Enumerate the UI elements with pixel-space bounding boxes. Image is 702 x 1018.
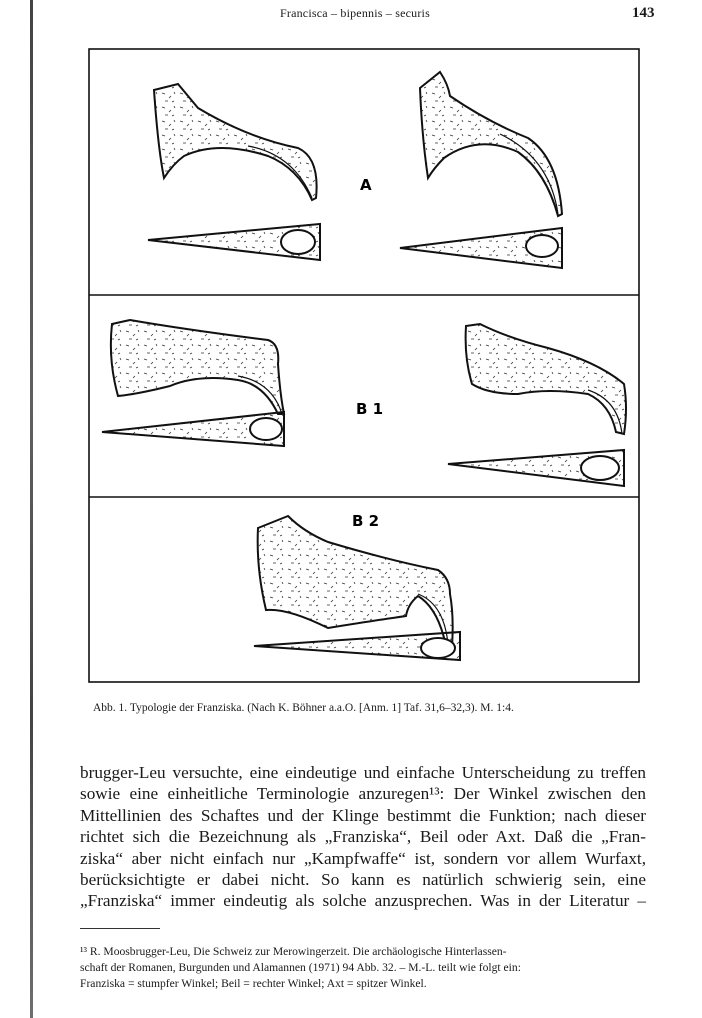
footnote-line: schaft der Romanen, Burgunden und Alamannen (1971) 94 Abb. 32. – M.-L. teilt wie folgt ein: (80, 961, 521, 974)
axe-typology-figure (88, 48, 640, 683)
label-b2: B 2 (352, 512, 380, 530)
axe-a-right-head (420, 72, 562, 216)
axe-b1-left-head (111, 320, 284, 414)
body-paragraph (80, 762, 646, 912)
page-binding-edge (30, 0, 33, 1018)
body-line: „Franziska“ immer eindeutig als solche anzusprechen. Was in der Literatur – (80, 891, 646, 911)
axe-a-right-shaft (400, 228, 562, 268)
label-a: A (360, 176, 372, 194)
body-line: ziska“ aber nicht einfach nur „Kampfwaffe“ ist, sondern vor allem Wurfaxt, (80, 848, 646, 868)
figure-caption: Abb. 1. Typologie der Franziska. (Nach K. Böhner a.a.O. [Anm. 1] Taf. 31,6–32,3). M. 1:4. (93, 702, 514, 714)
axe-a-left-shaft (148, 224, 320, 260)
page-number: 143 (632, 5, 655, 21)
running-head: Francisca – bipennis – securis (280, 6, 430, 20)
figure-drawing (88, 48, 640, 683)
footnote (80, 944, 646, 992)
body-line: sowie eine einheitliche Terminologie anzuregen¹³: Der Winkel zwischen den (80, 784, 646, 804)
body-line: brugger-Leu versuchte, eine eindeutige und einfache Unterscheidung zu treffen (80, 763, 646, 782)
axe-b1-right-shaft (448, 450, 624, 486)
body-line: berücksichtigte er dabei nicht. So kann es natürlich schwierig sein, eine (80, 870, 646, 890)
body-line: richtet sich die Bezeichnung als „Franziska“, Beil oder Axt. Daß die „Fran- (80, 827, 646, 847)
axe-b1-left-shaft (102, 412, 284, 446)
axe-b2-head (258, 516, 453, 646)
axe-a-left-head (154, 84, 317, 200)
footnote-line: Franziska = stumpfer Winkel; Beil = rechter Winkel; Axt = spitzer Winkel. (80, 977, 427, 990)
axe-b1-right-head (466, 324, 626, 434)
label-b1: B 1 (356, 400, 384, 418)
footnote-rule (80, 928, 160, 929)
axe-b2-shaft (254, 632, 460, 660)
footnote-line: ¹³ R. Moosbrugger-Leu, Die Schweiz zur Merowingerzeit. Die archäologische Hinterlassen- (80, 945, 507, 958)
body-line: Mittellinien des Schaftes und der Klinge bestimmt die Funktion; nach dieser (80, 805, 646, 825)
